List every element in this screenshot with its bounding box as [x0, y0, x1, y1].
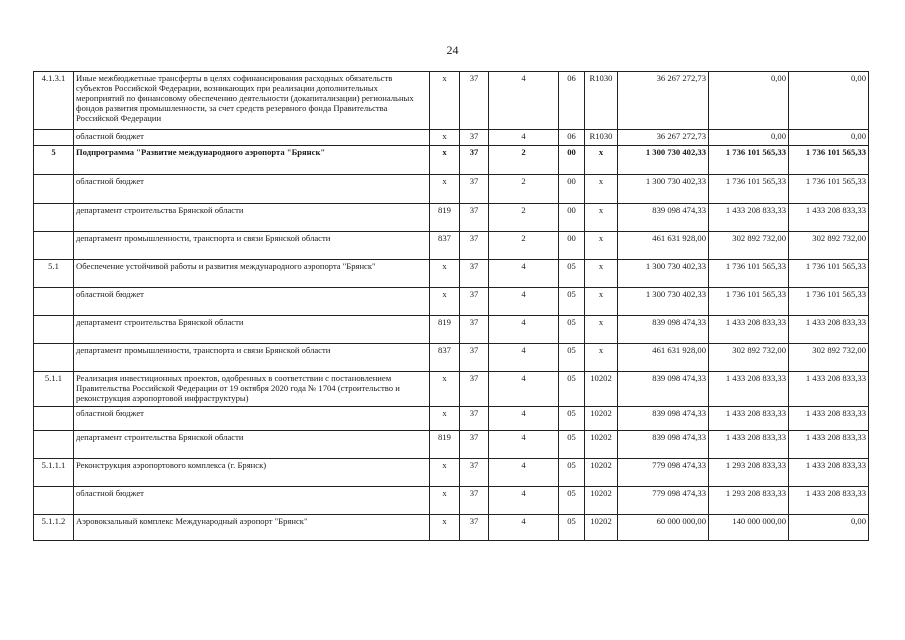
cell-amount-year2: 0,00 [709, 72, 789, 130]
cell-amount-year2: 1 736 101 565,33 [709, 288, 789, 316]
cell-amount-year2: 1 293 208 833,33 [709, 487, 789, 515]
cell-amount-year2: 1 736 101 565,33 [709, 146, 789, 175]
cell-amount-year3: 1 433 208 833,33 [789, 372, 869, 407]
cell-amount-year2: 140 000 000,00 [709, 515, 789, 541]
cell-om: 00 [559, 146, 585, 175]
row-number: 5.1.1 [34, 372, 74, 407]
cell-amount-year3: 302 892 732,00 [789, 232, 869, 260]
cell-om: 06 [559, 72, 585, 130]
cell-amount-year1: 461 631 928,00 [618, 344, 709, 372]
cell-amount-year1: 839 098 474,33 [618, 204, 709, 232]
row-number [34, 487, 74, 515]
table-row [34, 372, 869, 407]
cell-sp: 4 [489, 431, 559, 459]
cell-gr: 837 [430, 232, 460, 260]
page-number: 24 [446, 43, 459, 57]
cell-sp: 4 [489, 130, 559, 146]
row-name: департамент промышленности, транспорта и связи Брянской области [74, 232, 430, 260]
row-name: областной бюджет [74, 288, 430, 316]
row-number [34, 130, 74, 146]
cell-om: 05 [559, 431, 585, 459]
row-name: областной бюджет [74, 175, 430, 204]
table-row [34, 204, 869, 232]
cell-amount-year3: 1 433 208 833,33 [789, 487, 869, 515]
cell-amount-year1: 60 000 000,00 [618, 515, 709, 541]
cell-amount-year1: 839 098 474,33 [618, 407, 709, 431]
cell-sp: 4 [489, 515, 559, 541]
table-row [34, 288, 869, 316]
table-row [34, 459, 869, 487]
cell-direction: 10202 [585, 431, 618, 459]
cell-amount-year3: 0,00 [789, 515, 869, 541]
row-number: 5.1.1.2 [34, 515, 74, 541]
cell-sp: 4 [489, 459, 559, 487]
cell-pp: 37 [460, 316, 489, 344]
cell-amount-year1: 839 098 474,33 [618, 431, 709, 459]
cell-amount-year1: 839 098 474,33 [618, 316, 709, 344]
cell-sp: 4 [489, 407, 559, 431]
cell-amount-year2: 1 433 208 833,33 [709, 316, 789, 344]
cell-gr: 837 [430, 344, 460, 372]
cell-direction: x [585, 232, 618, 260]
cell-amount-year3: 302 892 732,00 [789, 344, 869, 372]
cell-amount-year3: 1 736 101 565,33 [789, 260, 869, 288]
row-number [34, 232, 74, 260]
cell-direction: x [585, 146, 618, 175]
cell-sp: 2 [489, 175, 559, 204]
cell-pp: 37 [460, 232, 489, 260]
row-number [34, 431, 74, 459]
cell-direction: x [585, 260, 618, 288]
cell-amount-year3: 1 736 101 565,33 [789, 175, 869, 204]
cell-amount-year2: 1 736 101 565,33 [709, 260, 789, 288]
cell-pp: 37 [460, 515, 489, 541]
row-name: областной бюджет [74, 130, 430, 146]
row-name: департамент строительства Брянской области [74, 431, 430, 459]
table-row [34, 407, 869, 431]
cell-pp: 37 [460, 487, 489, 515]
cell-amount-year1: 1 300 730 402,33 [618, 175, 709, 204]
row-name: департамент промышленности, транспорта и связи Брянской области [74, 344, 430, 372]
cell-gr: 819 [430, 316, 460, 344]
cell-pp: 37 [460, 146, 489, 175]
cell-om: 05 [559, 407, 585, 431]
cell-gr: x [430, 459, 460, 487]
cell-gr: x [430, 146, 460, 175]
cell-gr: 819 [430, 431, 460, 459]
cell-amount-year2: 302 892 732,00 [709, 344, 789, 372]
cell-gr: x [430, 372, 460, 407]
cell-amount-year3: 0,00 [789, 130, 869, 146]
cell-om: 05 [559, 515, 585, 541]
cell-pp: 37 [460, 372, 489, 407]
cell-amount-year1: 1 300 730 402,33 [618, 146, 709, 175]
row-number [34, 204, 74, 232]
cell-gr: x [430, 487, 460, 515]
row-number: 4.1.3.1 [34, 72, 74, 130]
cell-sp: 2 [489, 146, 559, 175]
cell-sp: 2 [489, 232, 559, 260]
cell-pp: 37 [460, 260, 489, 288]
cell-gr: x [430, 407, 460, 431]
row-number [34, 175, 74, 204]
cell-direction: x [585, 316, 618, 344]
cell-om: 00 [559, 204, 585, 232]
cell-sp: 4 [489, 372, 559, 407]
row-name: Аэровокзальный комплекс Международный аэропорт "Брянск" [74, 515, 430, 541]
row-number: 5.1.1.1 [34, 459, 74, 487]
cell-amount-year1: 839 098 474,33 [618, 372, 709, 407]
cell-gr: x [430, 72, 460, 130]
cell-amount-year1: 779 098 474,33 [618, 487, 709, 515]
cell-amount-year2: 302 892 732,00 [709, 232, 789, 260]
cell-amount-year3: 0,00 [789, 72, 869, 130]
cell-amount-year3: 1 433 208 833,33 [789, 204, 869, 232]
cell-amount-year1: 36 267 272,73 [618, 72, 709, 130]
cell-direction: 10202 [585, 487, 618, 515]
cell-pp: 37 [460, 459, 489, 487]
cell-om: 05 [559, 459, 585, 487]
cell-direction: x [585, 204, 618, 232]
row-number [34, 344, 74, 372]
cell-amount-year3: 1 433 208 833,33 [789, 431, 869, 459]
cell-direction: 10202 [585, 459, 618, 487]
cell-amount-year2: 1 433 208 833,33 [709, 372, 789, 407]
cell-gr: x [430, 175, 460, 204]
row-name: Иные межбюджетные трансферты в целях софинансирования расходных обязательств субъектов Российской Федерации, возникающих при реализации дополнительных мероприятий по финансовому обеспечению деятельности (докапитализации) региональных фондов развития промышленности, за счет средств резервного фонда Правительства Российской Федерации [74, 72, 430, 130]
cell-amount-year2: 1 433 208 833,33 [709, 431, 789, 459]
cell-om: 05 [559, 487, 585, 515]
row-name: департамент строительства Брянской области [74, 316, 430, 344]
cell-gr: x [430, 288, 460, 316]
cell-direction: x [585, 344, 618, 372]
cell-amount-year3: 1 736 101 565,33 [789, 288, 869, 316]
cell-amount-year2: 1 736 101 565,33 [709, 175, 789, 204]
cell-sp: 4 [489, 316, 559, 344]
cell-om: 05 [559, 344, 585, 372]
cell-amount-year2: 1 433 208 833,33 [709, 407, 789, 431]
cell-direction: 10202 [585, 372, 618, 407]
cell-pp: 37 [460, 175, 489, 204]
cell-amount-year2: 1 293 208 833,33 [709, 459, 789, 487]
cell-amount-year3: 1 736 101 565,33 [789, 146, 869, 175]
cell-sp: 4 [489, 487, 559, 515]
table-row [34, 72, 869, 130]
cell-direction: 10202 [585, 407, 618, 431]
cell-direction: x [585, 175, 618, 204]
table-row [34, 431, 869, 459]
cell-amount-year3: 1 433 208 833,33 [789, 459, 869, 487]
cell-pp: 37 [460, 72, 489, 130]
row-name: департамент строительства Брянской области [74, 204, 430, 232]
cell-om: 05 [559, 260, 585, 288]
cell-amount-year2: 0,00 [709, 130, 789, 146]
row-name: Реализация инвестиционных проектов, одобренных в соответствии с постановлением Правительства Российской Федерации от 19 октября 2020 года № 1704 (строительство и реконструкция аэропортовой инфраструктуры) [74, 372, 430, 407]
cell-pp: 37 [460, 344, 489, 372]
cell-direction: R1030 [585, 130, 618, 146]
cell-om: 05 [559, 288, 585, 316]
cell-om: 05 [559, 316, 585, 344]
table-row [34, 232, 869, 260]
cell-om: 05 [559, 372, 585, 407]
cell-sp: 4 [489, 72, 559, 130]
table-row [34, 316, 869, 344]
row-number: 5.1 [34, 260, 74, 288]
cell-direction: x [585, 288, 618, 316]
cell-direction: 10202 [585, 515, 618, 541]
cell-om: 00 [559, 232, 585, 260]
cell-amount-year2: 1 433 208 833,33 [709, 204, 789, 232]
table-row [34, 146, 869, 175]
cell-pp: 37 [460, 130, 489, 146]
row-name: Обеспечение устойчивой работы и развития международного аэропорта "Брянск" [74, 260, 430, 288]
table-row [34, 487, 869, 515]
cell-direction: R1030 [585, 72, 618, 130]
cell-sp: 4 [489, 344, 559, 372]
cell-om: 00 [559, 175, 585, 204]
row-name: областной бюджет [74, 407, 430, 431]
cell-pp: 37 [460, 431, 489, 459]
cell-gr: x [430, 260, 460, 288]
cell-gr: x [430, 130, 460, 146]
row-number [34, 288, 74, 316]
row-name: областной бюджет [74, 487, 430, 515]
row-name: Реконструкция аэропортового комплекса (г. Брянск) [74, 459, 430, 487]
row-number [34, 316, 74, 344]
cell-amount-year1: 461 631 928,00 [618, 232, 709, 260]
table-row [34, 515, 869, 541]
cell-sp: 2 [489, 204, 559, 232]
cell-amount-year1: 1 300 730 402,33 [618, 260, 709, 288]
cell-amount-year3: 1 433 208 833,33 [789, 316, 869, 344]
table-row [34, 260, 869, 288]
row-number [34, 407, 74, 431]
budget-table [33, 71, 869, 541]
cell-gr: 819 [430, 204, 460, 232]
cell-gr: x [430, 515, 460, 541]
cell-amount-year1: 779 098 474,33 [618, 459, 709, 487]
cell-pp: 37 [460, 288, 489, 316]
cell-sp: 4 [489, 260, 559, 288]
cell-amount-year3: 1 433 208 833,33 [789, 407, 869, 431]
table-row [34, 175, 869, 204]
cell-amount-year1: 36 267 272,73 [618, 130, 709, 146]
cell-amount-year1: 1 300 730 402,33 [618, 288, 709, 316]
cell-pp: 37 [460, 407, 489, 431]
cell-pp: 37 [460, 204, 489, 232]
cell-om: 06 [559, 130, 585, 146]
row-number: 5 [34, 146, 74, 175]
table-row [34, 344, 869, 372]
row-name: Подпрограмма "Развитие международного аэропорта "Брянск" [74, 146, 430, 175]
cell-sp: 4 [489, 288, 559, 316]
table-row [34, 130, 869, 146]
